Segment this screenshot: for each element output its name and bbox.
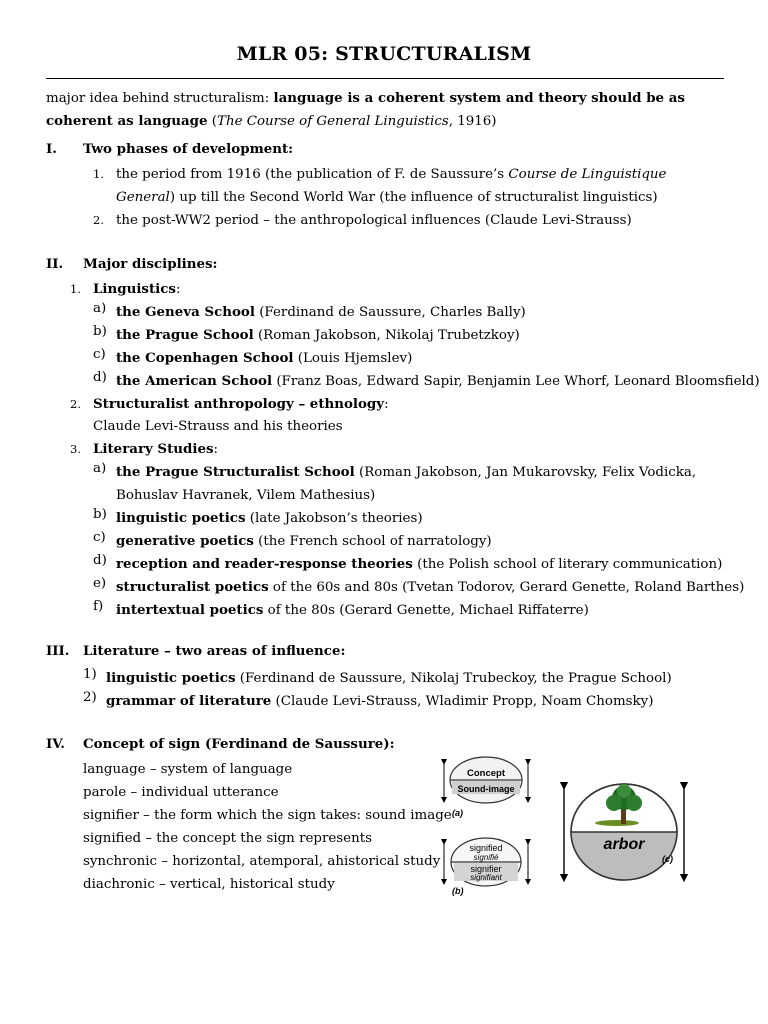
- list-marker: a): [93, 461, 107, 476]
- title-divider: [46, 78, 724, 79]
- concept-label: Concept: [467, 768, 505, 779]
- list-marker: b): [93, 324, 107, 339]
- section-1-heading: I. Two phases of development:: [46, 141, 294, 157]
- definition-line: synchronic – horizontal, atemporal, ahistorical study: [83, 854, 441, 869]
- section-3-heading: III. Literature – two areas of influence:: [46, 643, 346, 659]
- list-item: the Copenhagen School (Louis Hjemslev): [116, 350, 413, 366]
- figure-label-b: (b): [452, 886, 464, 896]
- sign-model-a: [444, 757, 528, 818]
- list-item: the Prague School (Roman Jakobson, Nikolaj Trubetzkoy): [116, 327, 520, 343]
- list-item: the Prague Structuralist School (Roman Jakobson, Jan Mukarovsky, Felix Vodicka, Bohuslav Havranek, Vilem Mathesius): [116, 464, 697, 503]
- list-marker: a): [93, 301, 107, 316]
- signifier-label: signifier: [470, 864, 502, 874]
- page-title: MLR 05: STRUCTURALISM: [236, 43, 532, 65]
- list-item: generative poetics (the French school of narratology): [116, 533, 492, 549]
- signifiant-label: signifiant: [470, 873, 502, 882]
- list-marker: f): [93, 599, 104, 614]
- list-marker: 2.: [70, 397, 81, 411]
- sign-model-c: [564, 784, 684, 880]
- anthropology-note: Claude Levi-Strauss and his theories: [93, 419, 343, 434]
- list-item: the American School (Franz Boas, Edward Sapir, Benjamin Lee Whorf, Leonard Bloomsfield): [116, 373, 760, 389]
- list-item: the Geneva School (Ferdinand de Saussure, Charles Bally): [116, 304, 526, 320]
- figure-label-a: (a): [452, 808, 463, 818]
- saussure-sign-diagram: [436, 752, 692, 898]
- intro-lead: major idea behind structuralism:: [46, 91, 274, 106]
- list-item: the post-WW2 period – the anthropological influences (Claude Levi-Strauss): [116, 213, 632, 228]
- list-item: reception and reader-response theories (the Polish school of literary communication): [116, 556, 723, 572]
- figure-label-c: (c): [662, 854, 673, 864]
- section-2-heading: II. Major disciplines:: [46, 256, 218, 272]
- intro-book-title: The Course of General Linguistics: [217, 114, 449, 129]
- list-item: the period from 1916 (the publication of F. de Saussure’s Course de Linguistique General) up till the Second World War (the influence of structuralist linguistics): [116, 167, 667, 205]
- section-4-heading: IV. Concept of sign (Ferdinand de Saussure):: [46, 736, 395, 752]
- arbor-label: arbor: [603, 836, 645, 853]
- list-marker: e): [93, 576, 107, 591]
- list-marker: c): [93, 530, 106, 545]
- subsection-literary-studies: Literary Studies:: [93, 441, 219, 457]
- list-item: intertextual poetics of the 80s (Gerard Genette, Michael Riffaterre): [116, 602, 589, 618]
- definition-line: signified – the concept the sign represents: [83, 831, 372, 846]
- definition-line: parole – individual utterance: [83, 785, 279, 800]
- list-item: grammar of literature (Claude Levi-Strauss, Wladimir Propp, Noam Chomsky): [106, 693, 654, 709]
- list-item: linguistic poetics (Ferdinand de Saussure, Nikolaj Trubeckoy, the Prague School): [106, 670, 672, 686]
- list-marker: 2.: [93, 213, 104, 227]
- book-title: Course de Linguistique General: [116, 167, 667, 205]
- definition-line: signifier – the form which the sign takes: sound image: [83, 808, 452, 823]
- subsection-anthropology: Structuralist anthropology – ethnology:: [93, 396, 389, 412]
- signifie-label: signifié: [473, 853, 499, 862]
- list-marker: 3.: [70, 442, 81, 456]
- sign-model-b: [444, 838, 528, 896]
- list-marker: d): [93, 370, 107, 385]
- signified-label: signified: [469, 843, 503, 853]
- intro-thesis: language is a coherent system and theory should be as coherent as language: [46, 90, 685, 129]
- list-item: structuralist poetics of the 60s and 80s (Tvetan Todorov, Gerard Genette, Roland Barthes): [116, 579, 745, 595]
- list-marker: b): [93, 507, 107, 522]
- list-item: linguistic poetics (late Jakobson’s theories): [116, 510, 423, 526]
- definition-line: diachronic – vertical, historical study: [83, 877, 335, 892]
- sound-image-label: Sound-image: [457, 784, 515, 794]
- definition-line: language – system of language: [83, 762, 293, 777]
- list-marker: c): [93, 347, 106, 362]
- intro-paragraph: major idea behind structuralism: language is a coherent system and theory should be as coherent as language (The Course of General Linguistics, 1916): [46, 90, 685, 129]
- subsection-linguistics: Linguistics:: [93, 281, 181, 297]
- list-marker: d): [93, 553, 107, 568]
- list-marker: 2): [83, 690, 97, 705]
- list-marker: 1.: [93, 167, 104, 181]
- list-marker: 1.: [70, 282, 81, 296]
- list-marker: 1): [83, 667, 97, 682]
